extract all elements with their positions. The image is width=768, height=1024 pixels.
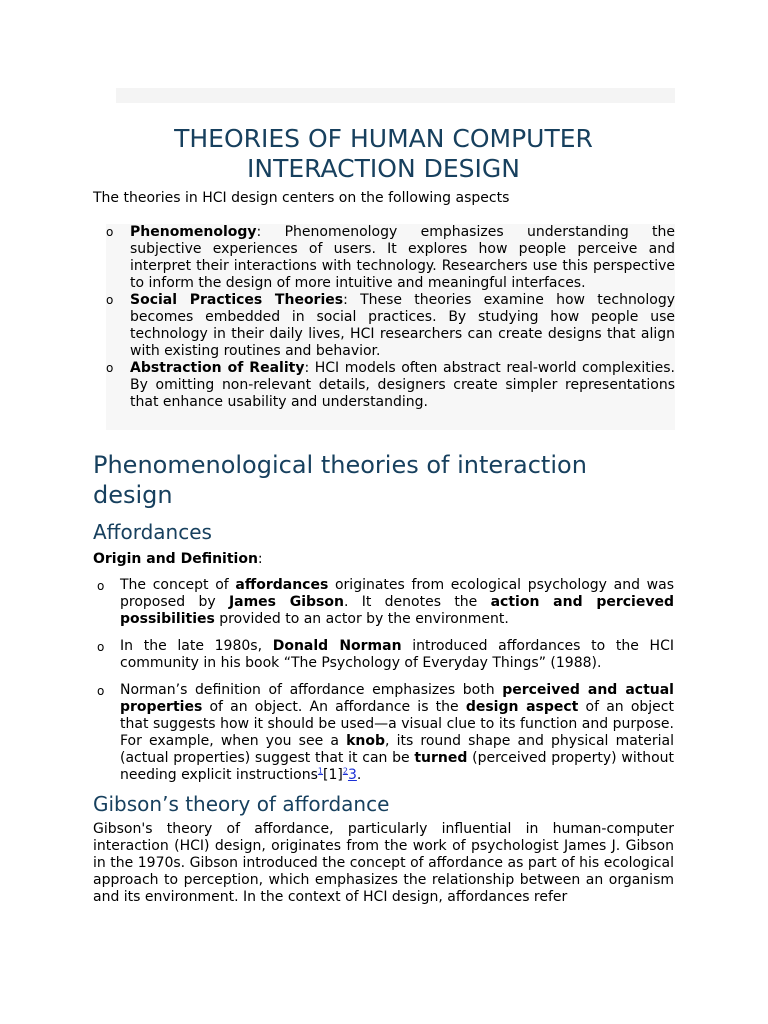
aspect-item-phenomenology: o Phenomenology: Phenomenology emphasizes understanding the subjective experiences of users. It explores how people perceive and interpret their interactions with technology. Researchers use this perspective to inform the design of more intuitive and meaningful interfaces. [106, 224, 676, 291]
section-heading: Phenomenological theories of interaction design [93, 451, 587, 509]
document-title: THEORIES OF HUMAN COMPUTER INTERACTION DESIGN [174, 124, 593, 183]
origin-definition-label: Origin and Definition: [93, 551, 263, 567]
list-item: o In the late 1980s, Donald Norman introduced affordances to the HCI community in his book “The Psychology of Everyday Things” (1988). [97, 638, 674, 671]
aspects-list [106, 224, 675, 430]
aspect-text: Phenomenology emphasizes understanding the subjective experiences of users. It explores how people perceive and interpret their interactions with technology. Researchers use this perspective to inform the design of more intuitive and meaningful interfaces. [130, 224, 676, 291]
hollow-bullet-icon: o [106, 225, 114, 239]
hollow-bullet-icon: o [97, 640, 105, 654]
gibson-paragraph: Gibson's theory of affordance, particularly influential in human-computer interaction (HCI) design, originates from the work of psychologist James J. Gibson in the 1970s. Gibson introduced the concept of affordance as part of his ecological approach to perception, which emphasizes the relationship between an organism and its environment. In the context of HCI design, affordances refer [93, 821, 674, 905]
aspect-text: These theories examine how technology becomes embedded in social practices. By studying how people use technology in their daily lives, HCI researchers can create designs that align with existing routines and behavior. [130, 292, 676, 359]
aspect-item-social-practices: o Social Practices Theories: These theories examine how technology becomes embedded in social practices. By studying how people use technology in their daily lives, HCI researchers can create designs that align with existing routines and behavior. [106, 292, 676, 359]
hollow-bullet-icon: o [97, 579, 105, 593]
hollow-bullet-icon: o [97, 684, 105, 698]
top-shaded-bar [116, 88, 675, 103]
reference-link[interactable]: 3 [347, 767, 357, 783]
hollow-bullet-icon: o [106, 361, 114, 375]
affordance-list [93, 577, 674, 794]
list-item: o Norman’s definition of affordance emphasizes both perceived and actual properties of an object. An affordance is the design aspect of an object that suggests how it should be used—a visual clue to its function and purpose. For example, when you see a knob, its round shape and physical material (actual properties) suggest that it can be turned (perceived property) without needing explicit instructions$^1$[1]$^2$3. [97, 682, 675, 783]
list-item: o The concept of affordances originates from ecological psychology and was proposed by James Gibson. It denotes the action and percieved possibilities provided to an actor by the environment. [97, 577, 674, 627]
intro-text: The theories in HCI design centers on the following aspects [93, 190, 510, 206]
footnote-link[interactable]: 1 [317, 766, 324, 776]
gibson-heading: Gibson’s theory of affordance [93, 792, 390, 816]
affordances-heading: Affordances [93, 520, 212, 544]
hollow-bullet-icon: o [106, 293, 114, 307]
aspect-term: Phenomenology [130, 224, 257, 240]
footnote-link[interactable]: 2 [342, 766, 348, 776]
aspect-item-abstraction: o Abstraction of Reality: HCI models often abstract real-world complexities. By omitting non-relevant details, designers create simpler representations that enhance usability and understanding. [106, 360, 675, 410]
aspect-term: Abstraction of Reality [130, 360, 305, 376]
aspect-text: HCI models often abstract real-world complexities. By omitting non-relevant details, designers create simpler representations that enhance usability and understanding. [130, 360, 675, 410]
aspect-term: Social Practices Theories [130, 292, 344, 308]
